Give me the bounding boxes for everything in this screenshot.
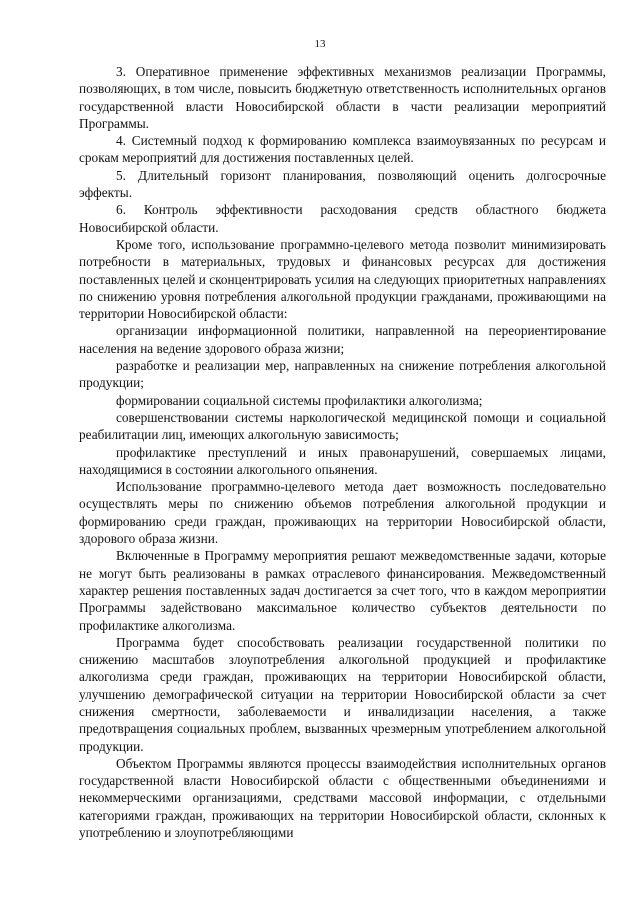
priority-item-consumption-reduction: разработке и реализации мер, направленных на снижение потребления алкогольной продукции; [79,358,606,391]
priority-item-information-policy: организации информационной политики, направленной на переориентирование населения на ведение здорового образа жизни; [79,323,606,356]
paragraph-interagency-tasks: Включенные в Программу мероприятия решают межведомственные задачи, которые не могут быть реализованы в рамках отраслевого финансирования. Межведомственный характер решения поставленных задач достигается за счет того, что в каждом мероприятии Программы задействовано максимальное количество субъектов деятельности по профилактике алкоголизма. [79,548,606,633]
paragraph-method-usage: Использование программно-целевого метода дает возможность последовательно осуществлять меры по снижению объемов потребления алкогольной продукции и формированию среди граждан, проживающих на территории Новосибирской области, здорового образа жизни. [79,479,606,547]
paragraph-priorities-intro: Кроме того, использование программно-целевого метода позволит минимизировать потребности в материальных, трудовых и финансовых ресурсах для достижения поставленных целей и сконцентрировать усилия на следующих приоритетных направлениях по снижению уровня потребления алкогольной продукции гражданами, проживающими на территории Новосибирской области: [79,236,606,322]
priority-item-offense-prevention: профилактике преступлений и иных правонарушений, совершаемых лицами, находящимися в состоянии алкогольного опьянения. [79,444,606,477]
paragraph-program-contribution: Программа будет способствовать реализации государственной политики по снижению масштабов злоупотребления алкогольной продукцией и профилактике алкоголизма среди граждан, проживающих на территории Новосибирской области, улучшению демографической ситуации на территории Новосибирской области за счет снижения смертности, заболеваемости и инвалидизации населения, а также предотвращения социальных проблем, вызванных чрезмерным употреблением алкогольной продукции. [79,634,606,754]
paragraph-item-5: 5. Длительный горизонт планирования, позволяющий оценить долгосрочные эффекты. [79,167,606,201]
priority-item-prevention-system: формировании социальной системы профилактики алкоголизма; [116,392,483,408]
paragraph-item-4: 4. Системный подход к формированию комплекса взаимоувязанных по ресурсам и срокам мероприятий для достижения поставленных целей. [79,133,606,166]
paragraph-item-6: 6. Контроль эффективности расходования средств областного бюджета Новосибирской области. [79,202,606,235]
paragraph-program-object: Объектом Программы являются процессы взаимодействия исполнительных органов государственной власти Новосибирской области с общественными объединениями и некоммерческими организациями, средствами массовой информации, с отдельными категориями граждан, проживающих на территории Новосибирской области, склонных к употреблению и злоупотребляющими [79,755,606,841]
priority-item-medical-care: совершенствовании системы наркологической медицинской помощи и социальной реабилитации лиц, имеющих алкогольную зависимость; [79,409,606,443]
document-body [79,63,606,841]
paragraph-item-3: 3. Оперативное применение эффективных механизмов реализации Программы, позволяющих, в том числе, повысить бюджетную ответственность исполнительных органов государственной власти Новосибирской области в части реализации мероприятий Программы. [79,64,606,131]
page-number: 13 [314,38,326,50]
